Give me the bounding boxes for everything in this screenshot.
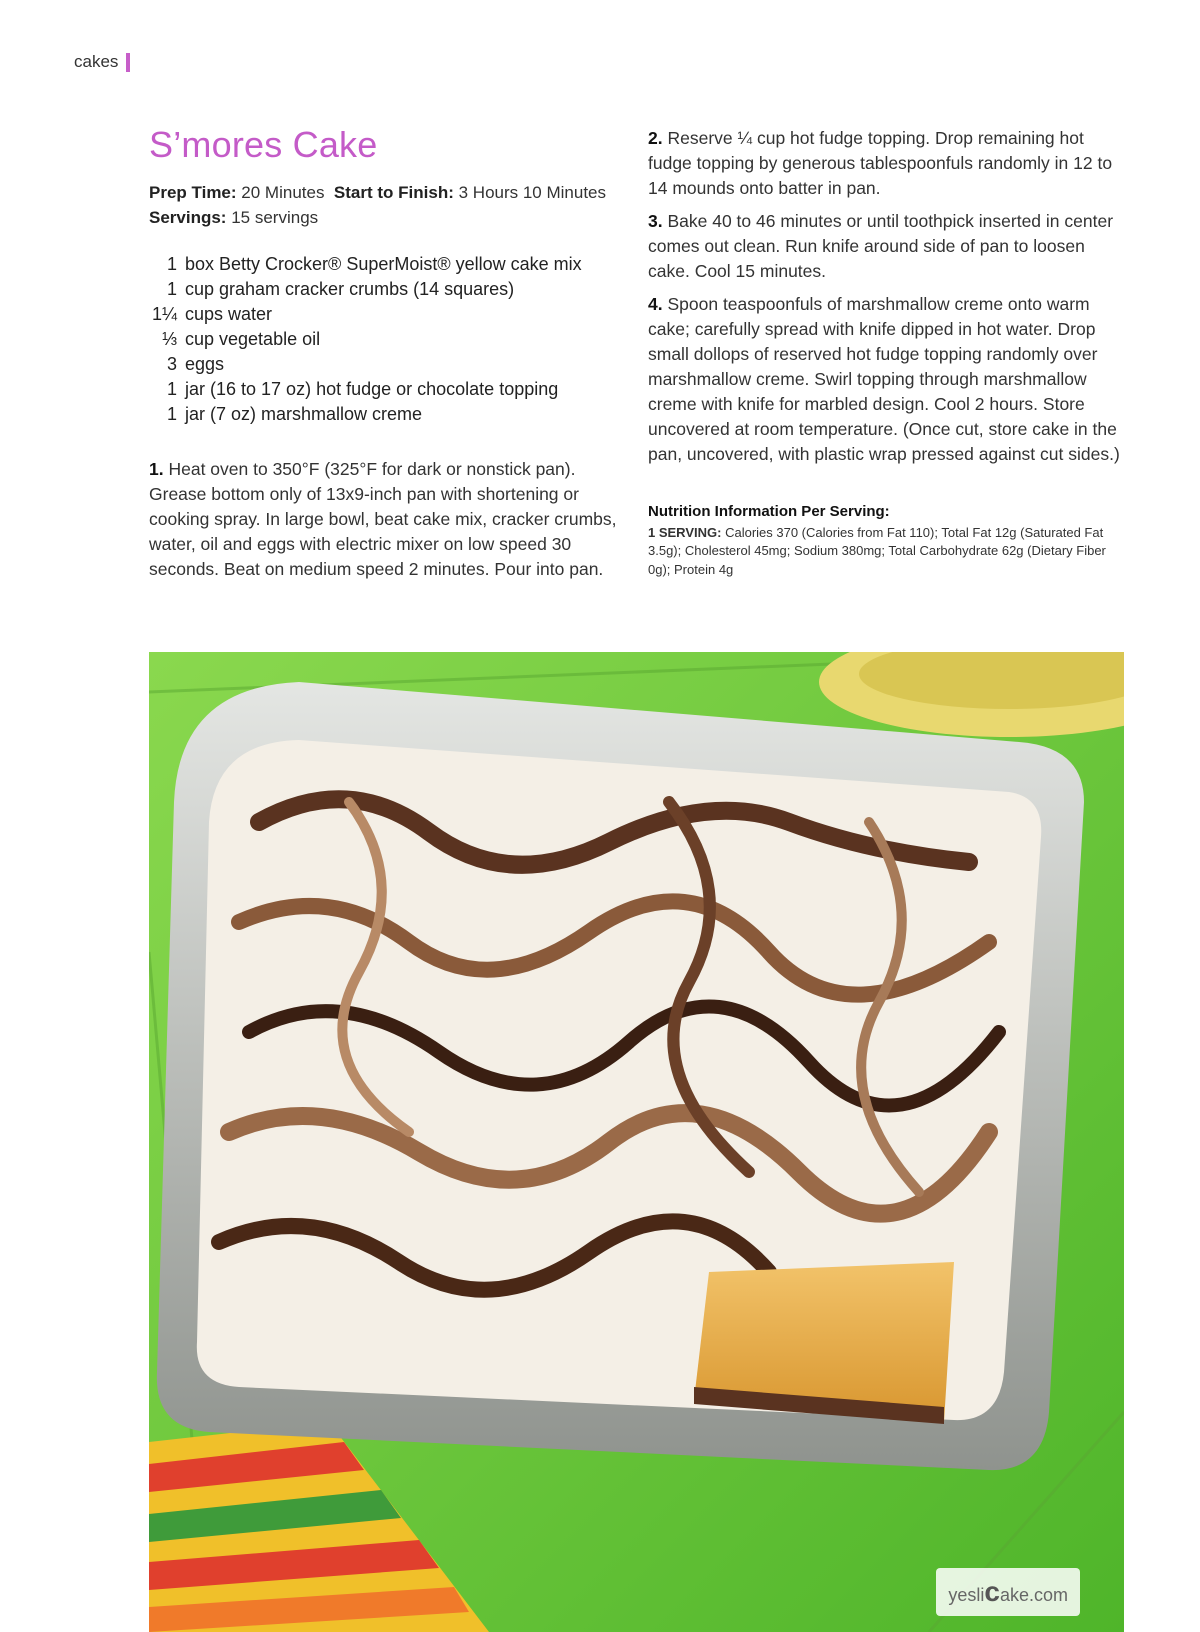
ingredient-text: cup graham cracker crumbs (14 squares) [185,279,515,299]
ingredient-item [149,327,619,352]
ingredient-item [149,302,619,327]
ingredient-item [149,377,619,402]
step-number: 4. [648,294,663,314]
ingredient-qty: 1 [166,379,177,399]
ingredient-text: jar (16 to 17 oz) hot fudge or chocolate topping [185,379,559,399]
ingredient-qty: 3 [166,354,177,374]
ingredient-item [149,252,619,277]
step-text: Bake 40 to 46 minutes or until toothpick inserted in center comes out clean. Run knife around side of pan to loosen cake. Cool 15 minutes. [648,211,1114,281]
recipe-meta [149,180,619,230]
start-to-finish-label: Start to Finish: [333,183,454,202]
recipe-right-column [648,126,1126,579]
ingredient-item [149,402,619,427]
step-2 [648,126,1126,201]
recipe-left-column [149,124,619,590]
step-text: Spoon teaspoonfuls of marshmallow creme onto warm cake; carefully spread with knife dipped in hot water. Drop small dollops of reserved hot fudge topping randomly over marshmallow creme. Swirl topping through marshmallow creme with knife for marbled design. Cool 2 hours. Store uncovered at room temperature. (Once cut, store cake in the pan, uncovered, with plastic wrap pressed against cut sides.) [648,294,1120,464]
nutrition-serving-label: 1 SERVING: [648,524,722,540]
ingredient-qty: ⅓ [161,329,177,349]
prep-time-value: 20 Minutes [241,183,325,202]
nutrition-heading: Nutrition Information Per Serving: [648,503,890,520]
section-label: cakes [74,52,119,71]
ingredient-qty: 1¼ [151,304,177,324]
start-to-finish-value: 3 Hours 10 Minutes [458,183,607,202]
step-number: 3. [648,211,663,231]
ingredient-text: eggs [185,354,225,374]
section-marker [126,53,130,72]
recipe-title: S’mores Cake [149,124,378,165]
servings-value: 15 servings [231,208,319,227]
watermark: yeslicake.com [936,1568,1080,1616]
step-text: Reserve ¼ cup hot fudge topping. Drop remaining hot fudge topping by generous tablespoonfuls randomly in 12 to 14 mounds onto batter in pan. [648,128,1113,198]
ingredient-item [149,352,619,377]
ingredient-text: jar (7 oz) marshmallow creme [185,404,423,424]
nutrition-text: Calories 370 (Calories from Fat 110); Total Fat 12g (Saturated Fat 3.5g); Cholesterol 45mg; Sodium 380mg; Total Carbohydrate 62g (Dietary Fiber 0g); Protein 4g [648,524,1106,577]
step-number: 1. [149,459,164,479]
ingredient-qty: 1 [166,254,177,274]
step-number: 2. [648,128,663,148]
servings-label: Servings: [149,208,227,227]
cake-photo [149,652,1124,1632]
step-4 [648,292,1126,467]
ingredient-text: cup vegetable oil [185,329,321,349]
ingredient-text: box Betty Crocker® SuperMoist® yellow cake mix [185,254,582,274]
cake-photo-illustration [149,652,1124,1632]
ingredient-qty: 1 [166,404,177,424]
step-1 [149,457,619,582]
ingredient-qty: 1 [166,279,177,299]
step-text: Heat oven to 350°F (325°F for dark or nonstick pan). Grease bottom only of 13x9-inch pan with shortening or cooking spray. In large bowl, beat cake mix, cracker crumbs, water, oil and eggs with electric mixer on low speed 30 seconds. Beat on medium speed 2 minutes. Pour into pan. [149,459,617,579]
section-tag [74,52,130,72]
nutrition-info [648,503,1126,579]
ingredient-list [149,252,619,427]
step-3 [648,209,1126,284]
ingredient-text: cups water [185,304,273,324]
ingredient-item [149,277,619,302]
prep-time-label: Prep Time: [149,183,237,202]
